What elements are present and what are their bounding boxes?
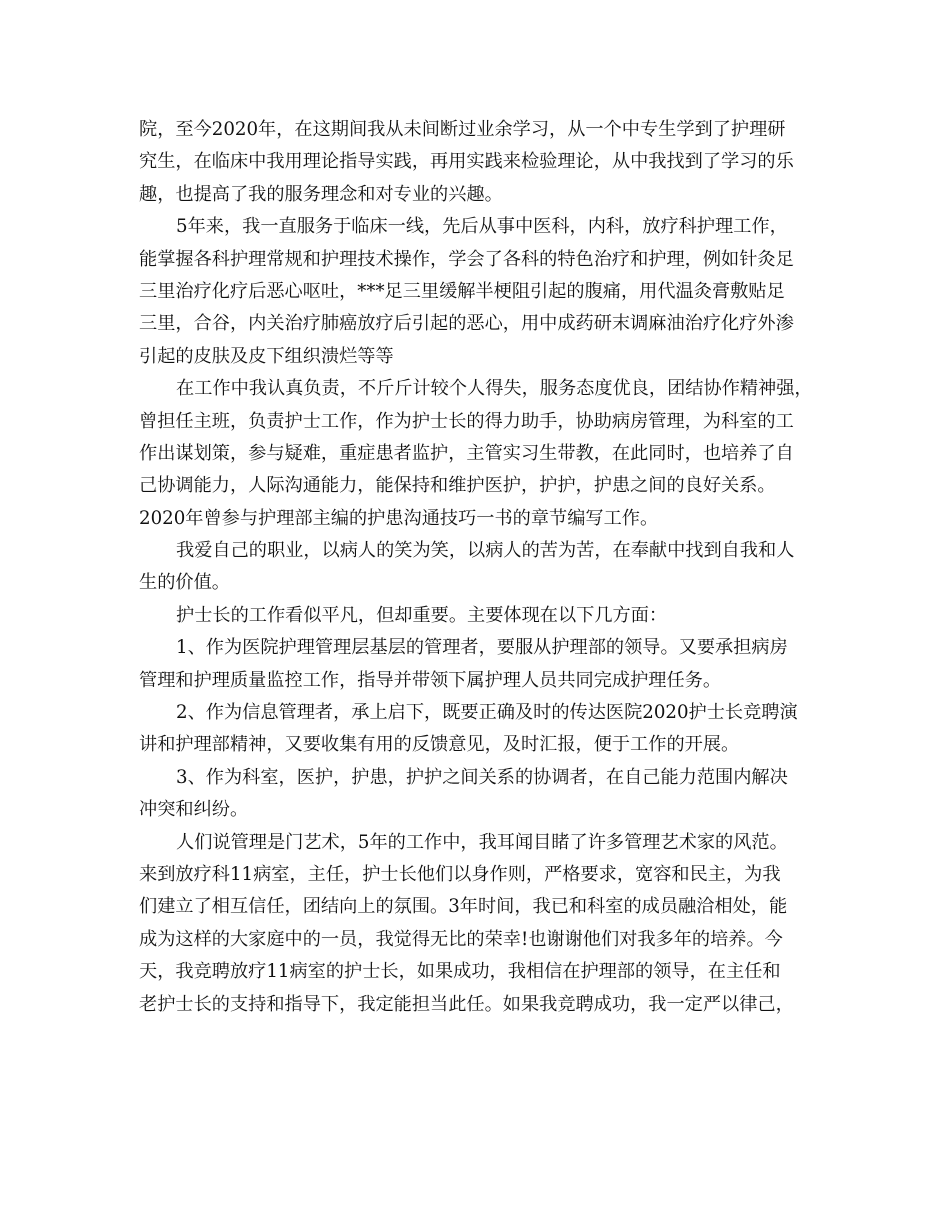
text-line: 引起的皮肤及皮下组织溃烂等等: [139, 345, 394, 367]
text-line: 冲突和纠纷。: [139, 799, 249, 821]
text-line: 们建立了相互信任，团结向上的氛围。3年时间，我已和科室的成员融洽相处，能: [139, 896, 788, 918]
text-line: 3、作为科室，医护，护患，护护之间关系的协调者，在自己能力范围内解决: [176, 766, 788, 788]
text-line: 管理和护理质量监控工作，指导并带领下属护理人员共同完成护理任务。: [139, 669, 722, 691]
text-line: 趣，也提高了我的服务理念和对专业的兴趣。: [139, 183, 503, 205]
text-line: 讲和护理部精神，又要收集有用的反馈意见，及时汇报，便于工作的开展。: [139, 734, 740, 756]
text-line: 护士长的工作看似平凡，但却重要。主要体现在以下几方面：: [176, 604, 668, 626]
text-line: 老护士长的支持和指导下，我定能担当此任。如果我竞聘成功，我一定严以律己，: [139, 993, 794, 1015]
text-line: 天，我竞聘放疗11病室的护士长，如果成功，我相信在护理部的领导，在主任和: [139, 961, 781, 983]
text-line: 院，至今2020年，在这期间我从未间断过业余学习，从一个中专生学到了护理研: [139, 119, 786, 140]
text-line: 2020年曾参与护理部主编的护患沟通技巧一书的章节编写工作。: [139, 507, 659, 529]
text-line: 己协调能力，人际沟通能力，能保持和维护医护，护护，护患之间的良好关系。: [139, 475, 776, 497]
text-line: 曾担任主班，负责护士工作，作为护士长的得力助手，协助病房管理，为科室的工: [139, 410, 794, 432]
text-line: 三里治疗化疗后恶心呕吐，***足三里缓解半梗阻引起的腹痛，用代温灸膏敷贴足: [139, 280, 785, 302]
document-body-text: [139, 114, 813, 1021]
text-line: 作出谋划策，参与疑难，重症患者监护，主管实习生带教，在此同时，也培养了自: [139, 442, 794, 464]
text-line: 在工作中我认真负责，不斤斤计较个人得失，服务态度优良，团结协作精神强，: [176, 378, 813, 400]
text-line: 成为这样的大家庭中的一员，我觉得无比的荣幸!也谢谢他们对我多年的培养。今: [139, 928, 783, 950]
text-line: 来到放疗科11病室，主任，护士长他们以身作则，严格要求，宽容和民主，为我: [139, 863, 781, 885]
text-line: 1、作为医院护理管理层基层的管理者，要服从护理部的领导。又要承担病房: [176, 637, 788, 659]
text-line: 5年来，我一直服务于临床一线，先后从事中医科，内科，放疗科护理工作，: [176, 216, 788, 238]
text-line: 能掌握各科护理常规和护理技术操作，学会了各科的特色治疗和护理，例如针灸足: [139, 248, 794, 270]
text-line: 究生，在临床中我用理论指导实践，再用实践来检验理论，从中我找到了学习的乐: [139, 151, 794, 173]
text-line: 我爱自己的职业，以病人的笑为笑，以病人的苦为苦，在奉献中找到自我和人: [176, 540, 795, 562]
text-line: 2、作为信息管理者，承上启下，既要正确及时的传达医院2020护士长竞聘演: [176, 702, 798, 724]
text-line: 三里，合谷，内关治疗肺癌放疗后引起的恶心，用中成药研末调麻油治疗化疗外渗: [139, 313, 794, 335]
text-line: 生的价值。: [139, 572, 230, 594]
text-line: 人们说管理是门艺术，5年的工作中，我耳闻目睹了许多管理艺术家的风范。: [176, 831, 788, 853]
